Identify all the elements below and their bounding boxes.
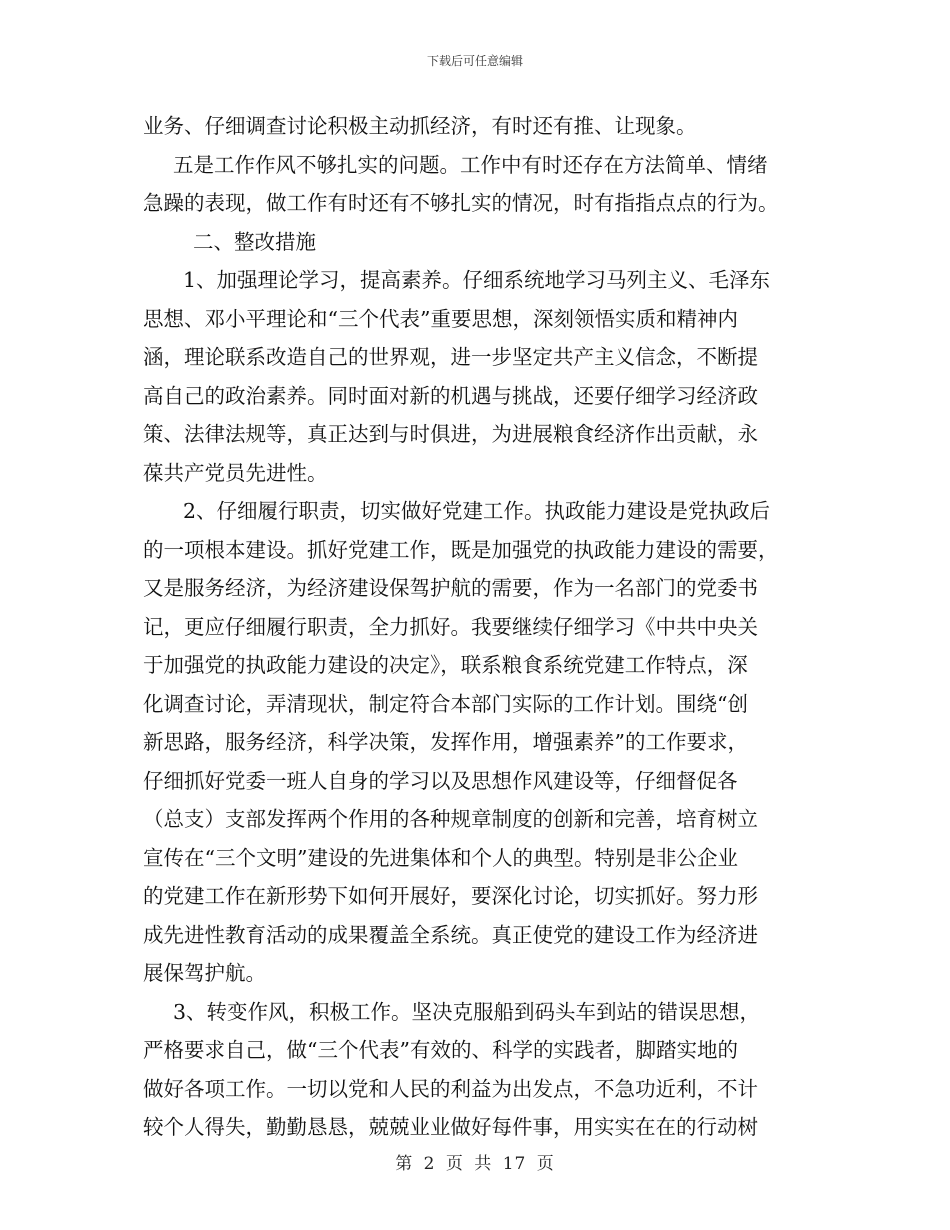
text-line: 记，更应仔细履行职责，全力抓好。我要继续仔细学习《中共中央关 — [143, 614, 758, 639]
text-line: 五是工作作风不够扎实的问题。工作中有时还存在方法简单、情绪 — [173, 152, 768, 177]
text-line: 涵，理论联系改造自己的世界观，进一步坚定共产主义信念，不断提 — [143, 345, 758, 369]
text-line: 3、转变作风，积极工作。坚决克服船到码头车到站的错误思想， — [173, 999, 761, 1024]
text-line: 思想、邓小平理论和“三个代表”重要思想，深刻领悟实质和精神内 — [143, 306, 738, 331]
text-line: 葆共产党员先进性。 — [143, 460, 328, 485]
page-number-footer: 第 2 页 共 17 页 — [395, 1154, 555, 1174]
text-line: 严格要求自己，做“三个代表”有效的、科学的实践者，脚踏实地的 — [143, 1038, 738, 1062]
text-line: 高自己的政治素养。同时面对新的机遇与挑战，还要仔细学习经济政 — [143, 383, 758, 408]
text-line: 的一项根本建设。抓好党建工作，既是加强党的执政能力建设的需要， — [143, 537, 779, 562]
text-line: 2、仔细履行职责，切实做好党建工作。执政能力建设是党执政后 — [183, 499, 771, 523]
text-line: 业务、仔细调查讨论积极主动抓经济，有时还有推、让现象。 — [143, 114, 697, 138]
text-line: 新思路，服务经济，科学决策，发挥作用，增强素养”的工作要求， — [143, 730, 748, 754]
document-body — [143, 107, 803, 1147]
text-line: （总支）支部发挥两个作用的各种规章制度的创新和完善，培育树立 — [143, 807, 758, 831]
text-line: 又是服务经济，为经济建设保驾护航的需要，作为一名部门的党委书 — [143, 576, 758, 600]
page-header-watermark: 下载后可任意编辑 — [426, 54, 523, 68]
text-line: 化调查讨论，弄清现状，制定符合本部门实际的工作计划。围绕“创 — [143, 691, 748, 716]
text-line: 的党建工作在新形势下如何开展好，要深化讨论，切实抓好。努力形 — [143, 884, 758, 908]
text-line: 展保驾护航。 — [143, 961, 266, 985]
text-line: 宣传在“三个文明”建设的先进集体和个人的典型。特别是非公企业 — [143, 845, 738, 870]
text-line: 策、法律法规等，真正达到与时俱进，为进展粮食经济作出贡献，永 — [143, 422, 758, 446]
text-line: 较个人得失，勤勤恳恳，兢兢业业做好每件事，用实实在在的行动树 — [143, 1115, 758, 1139]
text-line: 1、加强理论学习，提高素养。仔细系统地学习马列主义、毛泽东 — [183, 268, 771, 292]
text-line: 做好各项工作。一切以党和人民的利益为出发点，不急功近利，不计 — [143, 1076, 758, 1101]
text-line: 仔细抓好党委一班人自身的学习以及思想作风建设等，仔细督促各 — [143, 768, 738, 793]
text-line: 于加强党的执政能力建设的决定》，联系粮食系统党建工作特点，深 — [143, 653, 748, 677]
text-line: 急躁的表现，做工作有时还有不够扎实的情况，时有指指点点的行为。 — [143, 191, 779, 215]
text-line: 成先进性教育活动的成果覆盖全系统。真正使党的建设工作为经济进 — [143, 922, 758, 947]
text-line: 二、整改措施 — [193, 229, 316, 254]
